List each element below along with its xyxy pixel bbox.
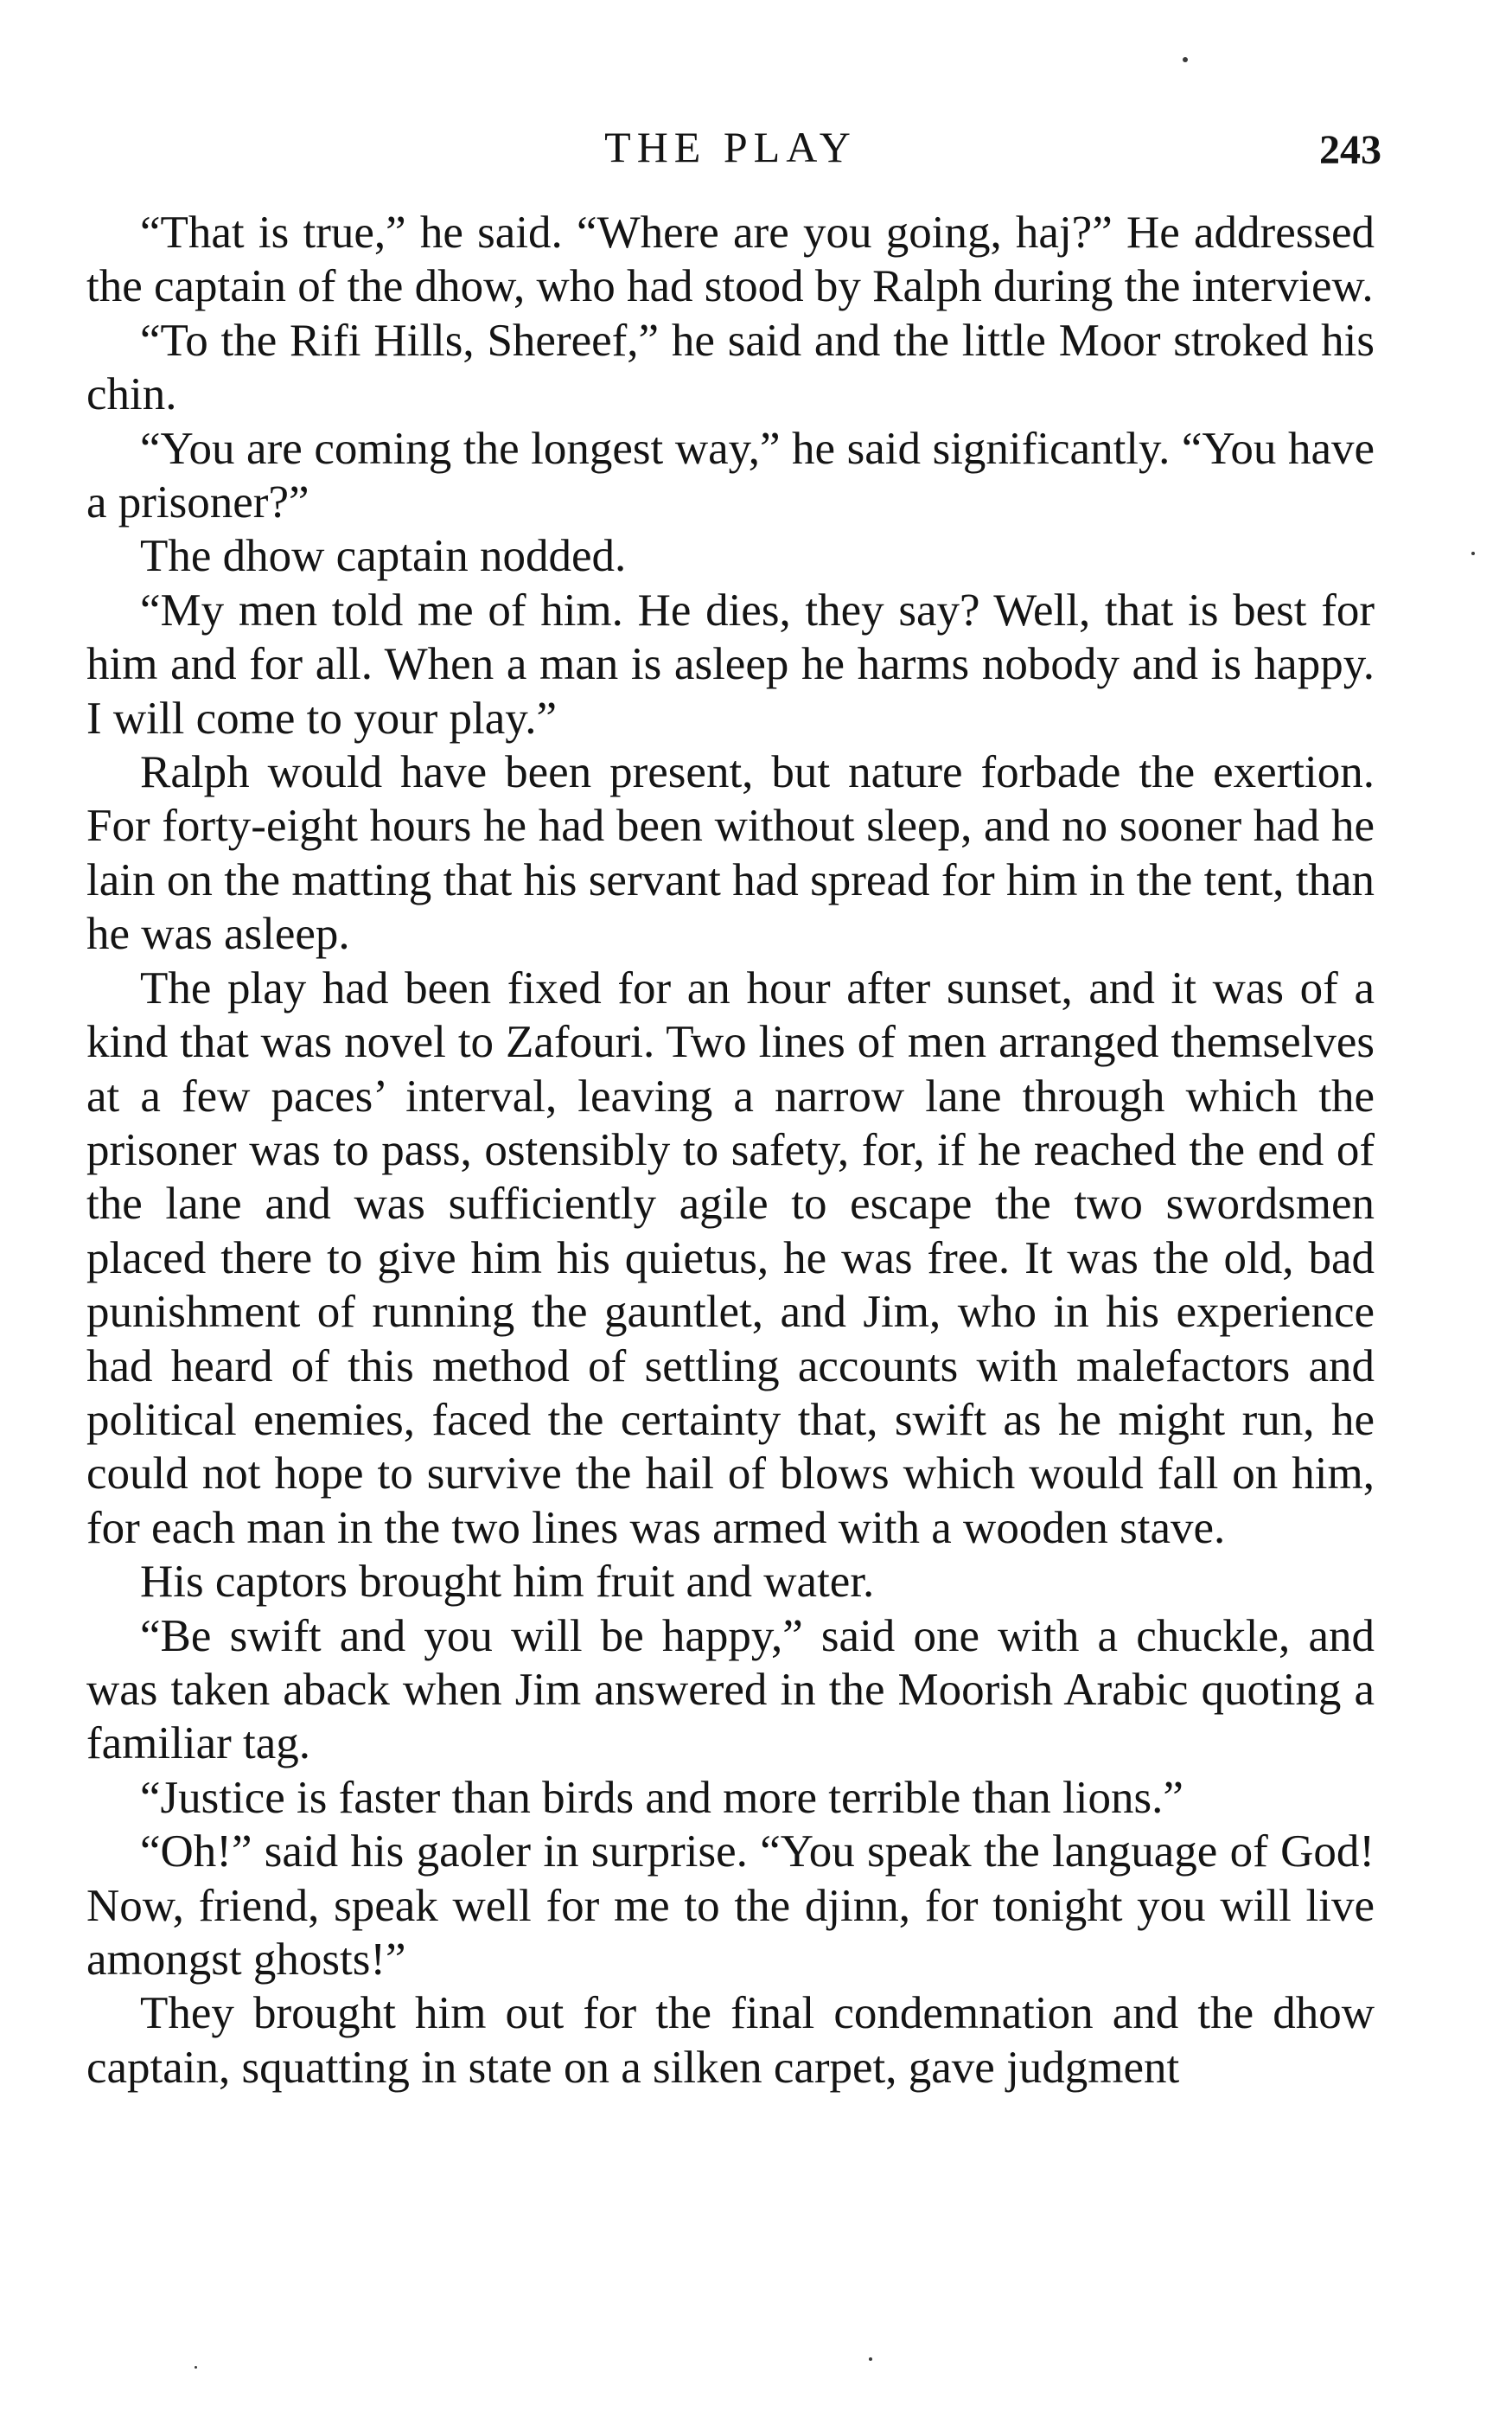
paper-speck: [1471, 552, 1475, 555]
paper-speck: [195, 2366, 197, 2369]
paragraph: They brought him out for the final condemnation and the dhow captain, squatting in state on a silken carpet, gave judgment: [86, 1988, 1375, 2093]
paragraph: “My men told me of him. He dies, they say? Well, that is best for him and for all. When a man is asleep he harms nobody and is happy. I will come to your play.”: [86, 585, 1375, 744]
paragraph: “Oh!” said his gaoler in surprise. “You speak the language of God! Now, friend, speak well for me to the djinn, for tonight you will live amongst ghosts!”: [86, 1826, 1375, 1985]
paragraph: “You are coming the longest way,” he said significantly. “You have a prisoner?”: [86, 423, 1375, 528]
paragraph: The play had been fixed for an hour after sunset, and it was of a kind that was novel to Zafouri. Two lines of men arranged themselves at a few paces’ interval, leaving a narrow lane through which the prisoner was to pass, ostensibly to safety, for, if he reached the end of the lane and was sufficiently agile to escape the two swordsmen placed there to give him his quietus, he was free. It was the old, bad punishment of running the gauntlet, and Jim, who in his experience had heard of this method of settling accounts with malefactors and political enemies, faced the certainty that, swift as he might run, he could not hope to survive the hail of blows which would fall on him, for each man in the two lines was armed with a wooden stave.: [86, 962, 1375, 1553]
running-head: [86, 121, 1381, 173]
paragraph: “To the Rifi Hills, Shereef,” he said and the little Moor stroked his chin.: [86, 315, 1375, 420]
page-number: 243: [1319, 127, 1381, 173]
paper-speck: [869, 2357, 872, 2361]
paragraph: “Be swift and you will be happy,” said one with a chuckle, and was taken aback when Jim answered in the Moorish Arabic quoting a familiar tag.: [86, 1610, 1375, 1769]
paper-speck: [1183, 57, 1188, 62]
body-text: [86, 206, 1375, 2094]
paragraph: “That is true,” he said. “Where are you going, haj?” He addressed the captain of the dhow, who had stood by Ralph during the interview.: [86, 208, 1375, 312]
running-title: THE PLAY: [604, 123, 857, 171]
paragraph: His captors brought him fruit and water.: [140, 1557, 875, 1608]
paragraph: The dhow captain nodded.: [140, 531, 627, 582]
paragraph: “Justice is faster than birds and more terrible than lions.”: [140, 1772, 1183, 1823]
paragraph: Ralph would have been present, but nature forbade the exertion. For forty-eight hours he had been without sleep, and no sooner had he lain on the matting that his servant had spread for him in the tent, than he was asleep.: [86, 747, 1375, 960]
